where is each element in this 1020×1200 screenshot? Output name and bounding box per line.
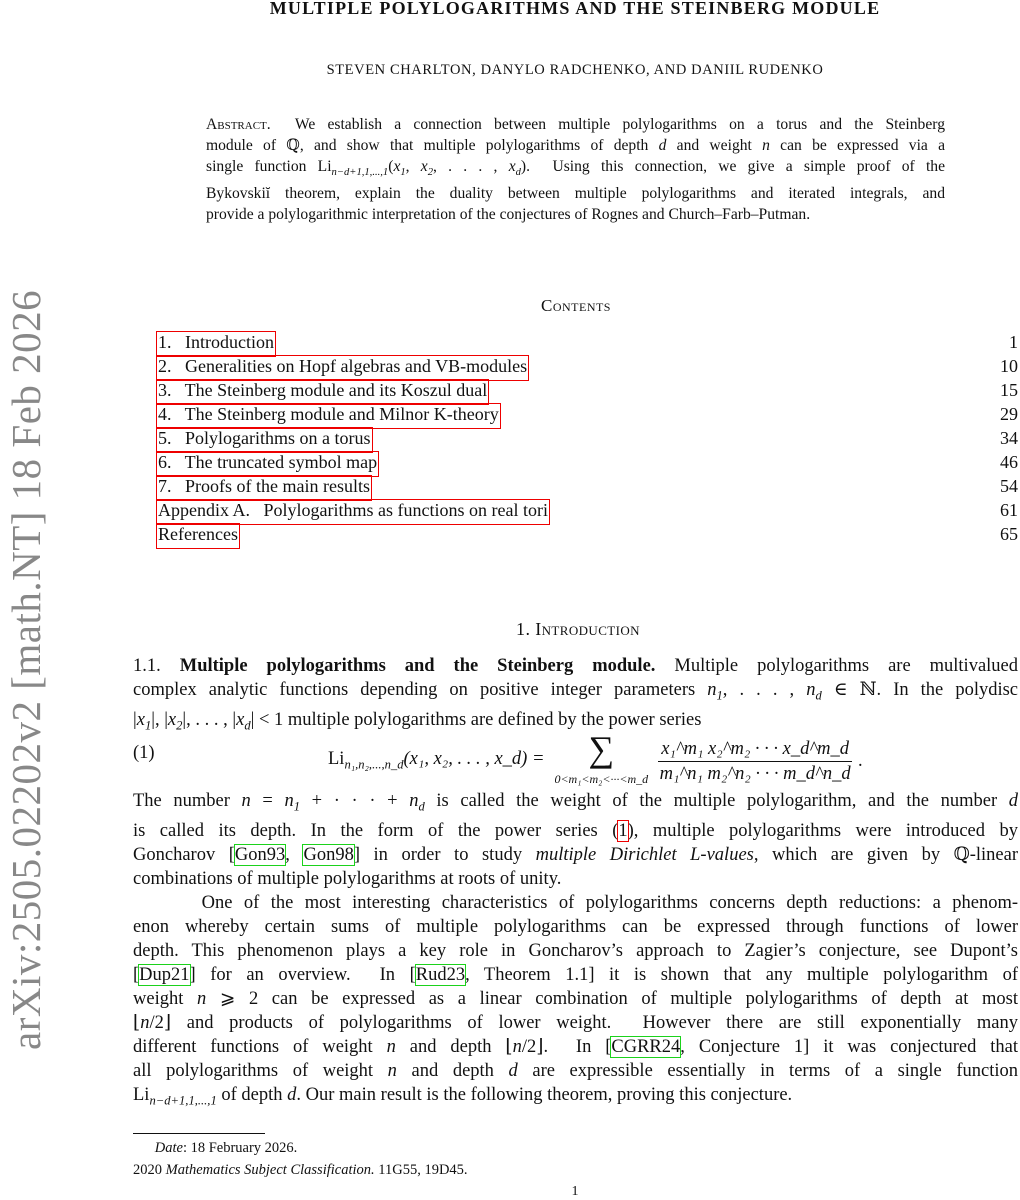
text-segment: depth. This phenomenon plays a key role in Goncharov’s approach to Zagier’s conjecture, see Dupont’s: [133, 941, 1018, 962]
text-line: [133, 843, 1018, 867]
text-segment: single function Li: [206, 158, 332, 175]
text-line: [133, 1011, 1018, 1035]
toc-entry: [157, 404, 1018, 428]
text-segment: One of the most interesting characteristics of polylogarithms concerns depth reductions: a phenom-: [133, 893, 1018, 914]
text-line: [206, 183, 945, 204]
text-segment: x: [508, 158, 516, 175]
text-segment: d: [515, 167, 521, 179]
text-segment: x: [236, 709, 245, 730]
sum-symbol: ∑ 0<m₁<m₂<···<m_d: [554, 731, 648, 791]
text-segment: n: [196, 989, 207, 1010]
text-segment: d: [658, 137, 667, 154]
toc-link[interactable]: 7. Proofs of the main results: [157, 476, 371, 500]
text-segment: Multiple polylogarithms and the Steinberg module.: [179, 656, 656, 676]
toc-page: 1: [1009, 332, 1018, 352]
text-segment: are expressible essentially in terms of a single function: [517, 1061, 1019, 1082]
fraction: [658, 737, 852, 786]
text-line: [133, 867, 1018, 891]
text-segment: ⩾ 2 can be expressed as a linear combination of multiple polylogarithms of depth at most: [206, 989, 1018, 1010]
text-segment: , . . . ,: [433, 158, 509, 175]
text-line: [133, 678, 1018, 708]
text-segment: ), multiple polylogarithms were introduced by: [627, 821, 1018, 842]
toc-entry: [157, 356, 1018, 380]
text-segment: provide a polylogarithmic interpretation of the conjectures of Rognes and Church–Farb–Putman.: [206, 206, 811, 224]
paragraph-2: [133, 789, 1018, 891]
text-segment: module of ℚ, and show that multiple polylogarithms of depth: [206, 137, 659, 154]
text-segment: n: [387, 1061, 397, 1082]
text-segment: d: [815, 688, 822, 703]
text-line: [133, 1035, 1018, 1059]
text-segment: |, . . . , |: [182, 709, 237, 730]
text-line: [206, 156, 945, 183]
toc-entry: [157, 332, 1018, 356]
equation-1: (1) $Li_{n_1,n_2,...,n\_d}(x_1$, x₂, . . . , x_d) = ∑ 0<m₁<m₂<···<m_d $\frac{\text{x₁\textasciicircum{}m₁ x₂\textasciicircum{}m₂ · · · x\_d\textasciicircum{}m\_d}}{\text{m₁\textasciicircum{}n₁ m₂\textasciicircum{}n₂ · · · m\_d\textasciicircum{}n\_d}}$ .: [133, 737, 1018, 789]
text-segment: n: [409, 791, 419, 812]
text-segment: enon whereby certain sums of multiple polylogarithms can be expressed through functions of lower: [133, 917, 1018, 938]
citation-link[interactable]: Dup21: [139, 965, 190, 986]
abstract: [206, 114, 945, 225]
toc-link[interactable]: 1. Introduction: [157, 332, 275, 356]
text-segment: , . . . ,: [722, 680, 807, 700]
text-segment: and weight: [666, 137, 763, 154]
text-segment: ∈ ℕ. In the polydisc: [821, 680, 1019, 700]
toc-entry: [157, 476, 1018, 500]
text-line: [206, 204, 945, 225]
denominator: m₁^n₁ m₂^n₂ · · · m_d^n_d: [659, 763, 851, 784]
text-segment: n: [707, 680, 717, 700]
text-segment: and depth: [396, 1061, 509, 1082]
text-segment: (: [388, 158, 394, 175]
text-segment: |: [133, 709, 137, 730]
li-args: (x₁, x₂, . . . , x_d) =: [403, 748, 545, 769]
text-segment: Multiple polylogarithms are multivalued: [655, 656, 1019, 676]
text-line: [133, 987, 1018, 1011]
text-segment: n: [762, 137, 770, 154]
section-heading: 1. Introduction: [516, 619, 640, 639]
equation-number: (1): [133, 743, 155, 764]
text-segment: |, |: [151, 709, 168, 730]
text-segment: complex analytic functions depending on positive integer parameters: [133, 680, 708, 700]
text-segment: d: [418, 800, 425, 815]
toc-link[interactable]: 3. The Steinberg module and its Koszul dual: [157, 380, 488, 404]
text-segment: 2: [427, 167, 434, 179]
paragraph-3: [133, 891, 1018, 1113]
text-line: [133, 819, 1018, 843]
text-segment: We establish a connection between multiple polylogarithms on a torus and the Steinberg: [270, 116, 945, 133]
text-segment: different functions of weight: [133, 1037, 387, 1058]
text-segment: /2⌋ and products of polylogarithms of lower weight. However there are still exponentially many: [149, 1013, 1018, 1034]
text-segment: n: [512, 1037, 522, 1058]
text-segment: , which are given by ℚ-linear: [753, 845, 1018, 866]
text-segment: combinations of multiple polylogarithms at roots of unity.: [133, 869, 562, 890]
citation-link[interactable]: Gon98: [303, 845, 354, 866]
text-segment: is called its depth. In the form of the power series (: [133, 821, 619, 842]
toc-page: 29: [1000, 404, 1018, 424]
msc-value: 11G55, 19D45.: [374, 1162, 468, 1178]
text-line: [133, 939, 1018, 963]
text-segment: . Our main result is the following theorem, proving this conjecture.: [296, 1085, 793, 1106]
text-segment: x: [136, 709, 145, 730]
toc-entry: [157, 524, 1018, 548]
text-segment: x: [393, 158, 401, 175]
text-segment: 1: [716, 688, 723, 703]
contents-heading: Contents: [540, 296, 611, 315]
toc-page: 54: [1000, 476, 1018, 496]
text-segment: Abstract.: [206, 116, 271, 133]
text-segment: 1: [400, 167, 406, 179]
text-segment: [: [133, 965, 140, 986]
text-segment: 2: [176, 718, 183, 733]
text-line: [133, 915, 1018, 939]
toc-link[interactable]: Appendix A. Polylogarithms as functions on real tori: [157, 500, 549, 524]
citation-link[interactable]: Rud23: [415, 965, 466, 986]
text-segment: all polylogarithms of weight: [133, 1061, 388, 1082]
text-segment: ] in order to study: [353, 845, 536, 866]
text-segment: Bykovskiĭ theorem, explain the duality between multiple polylogarithms and iterated integrals, and: [206, 185, 945, 203]
text-segment: d: [508, 1061, 518, 1082]
text-line: [206, 135, 945, 156]
text-segment: ] for an overview. In [: [189, 965, 416, 986]
text-segment: n−d+1,1,...,1: [149, 1093, 217, 1108]
text-segment: 1: [144, 718, 152, 733]
li-symbol: Li: [328, 748, 345, 769]
equation-lhs: [328, 747, 544, 777]
text-segment: ,: [285, 845, 304, 866]
text-segment: n: [241, 791, 251, 812]
text-segment: is called the weight of the multiple polylogarithm, and the number: [424, 791, 1009, 812]
toc-page: 61: [1000, 500, 1018, 520]
text-segment: =: [250, 791, 285, 812]
text-segment: ,: [405, 158, 421, 175]
text-segment: 1.1.: [133, 656, 180, 676]
text-line: [133, 654, 1018, 678]
text-segment: n: [140, 1013, 150, 1034]
text-segment: + · · · +: [300, 791, 410, 812]
toc-entry: [157, 380, 1018, 404]
footnote-msc: [133, 1159, 468, 1181]
text-segment: ⌊: [133, 1013, 141, 1034]
citation-link[interactable]: CGRR24: [611, 1037, 681, 1058]
toc-link[interactable]: 4. The Steinberg module and Milnor K-theory: [157, 404, 500, 428]
text-segment: Goncharov [: [133, 845, 235, 866]
paper-title: MULTIPLE POLYLOGARITHMS AND THE STEINBERG MODULE: [269, 0, 881, 18]
toc-link[interactable]: 2. Generalities on Hopf algebras and VB-modules: [157, 356, 528, 380]
toc-page: 10: [1000, 356, 1018, 376]
sum-limits: 0<m₁<m₂<···<m_d: [554, 772, 649, 787]
text-segment: x: [420, 158, 428, 175]
footnotes: [133, 1137, 468, 1181]
toc-entry: [157, 428, 1018, 452]
text-segment: n: [284, 791, 294, 812]
toc-link[interactable]: References: [157, 524, 239, 548]
text-line: [133, 963, 1018, 987]
text-segment: d: [287, 1085, 297, 1106]
toc-page: 46: [1000, 452, 1018, 472]
text-segment: can be expressed via a: [769, 137, 945, 154]
paragraph-1: [133, 654, 1018, 737]
text-line: [133, 1083, 1018, 1113]
text-line: [133, 891, 1018, 915]
text-segment: and depth ⌊: [395, 1037, 513, 1058]
text-segment: Li: [133, 1085, 150, 1106]
text-line: [133, 789, 1018, 819]
li-subscript: n₁,n₂,...,n_d: [344, 757, 404, 772]
date-value: : 18 February 2026.: [182, 1140, 298, 1156]
text-segment: , Theorem 1.1] it is shown that any multiple polylogarithm of: [465, 965, 1019, 986]
numerator: x₁^m₁ x₂^m₂ · · · x_d^m_d: [658, 737, 852, 762]
text-segment: 1: [293, 800, 301, 815]
text-segment: d: [1008, 791, 1018, 812]
toc-entry: [157, 452, 1018, 476]
text-segment: The number: [133, 791, 242, 812]
section-body: [133, 654, 1018, 1113]
text-segment: n: [386, 1037, 396, 1058]
toc-page: 15: [1000, 380, 1018, 400]
text-segment: of depth: [216, 1085, 288, 1106]
msc-year: 2020: [133, 1162, 166, 1178]
toc-page: 34: [1000, 428, 1018, 448]
toc-entry: [157, 500, 1018, 524]
toc-page: 65: [1000, 524, 1018, 544]
text-segment: n: [806, 680, 816, 700]
toc-link[interactable]: 6. The truncated symbol map: [157, 452, 378, 476]
text-segment: , Conjecture 1] it was conjectured that: [680, 1037, 1019, 1058]
footnote-date: [133, 1137, 468, 1159]
text-line: [133, 1059, 1018, 1083]
equation-ref-link[interactable]: 1: [618, 821, 628, 842]
citation-link[interactable]: Gon93: [234, 845, 286, 866]
text-segment: ). Using this connection, we give a simple proof of the: [520, 158, 946, 175]
text-segment: /2⌋. In [: [521, 1037, 612, 1058]
text-segment: x: [167, 709, 177, 730]
msc-label: Mathematics Subject Classification.: [165, 1162, 375, 1178]
text-segment: d: [244, 718, 251, 733]
page-number: 1: [571, 1184, 579, 1199]
text-segment: | < 1 multiple polylogarithms are defined by the power series: [250, 709, 702, 730]
authors: STEVEN CHARLTON, DANYLO RADCHENKO, AND DANIIL RUDENKO: [326, 62, 824, 78]
text-line: [206, 114, 945, 135]
arxiv-stamp: arXiv:2505.02202v2 [math.NT] 18 Feb 2026: [3, 289, 49, 1050]
toc-link[interactable]: 5. Polylogarithms on a torus: [157, 428, 372, 452]
text-segment: multiple Dirichlet L-values: [535, 845, 754, 866]
text-segment: weight: [133, 989, 197, 1010]
date-label: Date: [154, 1140, 183, 1156]
footnote-rule: [133, 1133, 265, 1134]
text-segment: n−d+1,1,...,1: [331, 167, 389, 179]
